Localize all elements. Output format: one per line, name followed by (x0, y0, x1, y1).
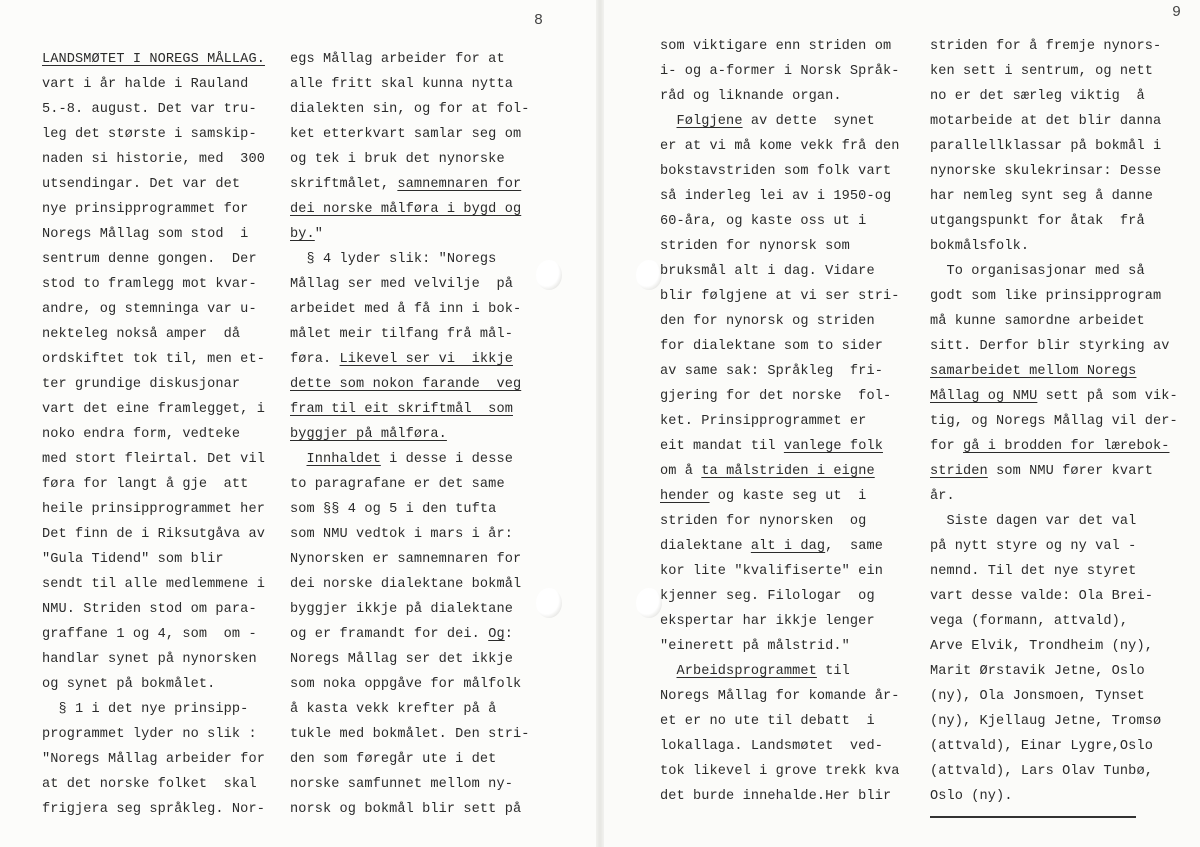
text-line (660, 584, 899, 609)
text-segment: " (314, 227, 324, 242)
underlined-text: striden (930, 464, 988, 479)
text-segment: for (930, 439, 964, 454)
underlined-text: samnemnaren for (397, 177, 522, 192)
text-segment: Nynorsken er samnemnaren for (290, 552, 522, 567)
text-line (930, 534, 1178, 559)
text-line (660, 684, 899, 709)
text-line (660, 509, 899, 534)
text-line (930, 34, 1178, 59)
text-segment (660, 664, 677, 679)
text-line (290, 272, 529, 297)
text-segment: utgangspunkt for åtak frå (930, 214, 1145, 229)
text-line (290, 747, 529, 772)
text-segment: tukle med bokmålet. Den stri- (290, 727, 530, 742)
text-line (290, 672, 529, 697)
text-segment: vart desse valde: Ola Brei- (930, 589, 1153, 604)
text-line (930, 159, 1178, 184)
text-segment: og tek i bruk det nynorske (290, 152, 505, 167)
text-segment: egs Mållag arbeider for at (290, 52, 505, 67)
text-line (290, 122, 529, 147)
text-segment: som viktigare enn striden om (660, 39, 892, 54)
text-segment: no er det særleg viktig å (930, 89, 1145, 104)
text-segment: er at vi må kome vekk frå den (660, 139, 900, 154)
text-line (930, 709, 1178, 734)
text-line (930, 434, 1178, 459)
text-segment: striden for nynorsk som (660, 239, 850, 254)
underlined-text: alt i dag (750, 539, 826, 554)
underlined-text: ta målstriden i eigne (701, 464, 875, 479)
text-line (42, 497, 265, 522)
text-segment: i- og a-former i Norsk Språk- (660, 64, 900, 79)
text-segment: kor lite "kvalifiserte" ein (660, 564, 883, 579)
text-line (660, 134, 899, 159)
text-column-3 (660, 34, 899, 809)
text-segment: eit mandat til (660, 439, 784, 454)
text-segment: nye prinsipprogrammet for (42, 202, 249, 217)
underlined-text: Likevel ser vi ikkje (339, 352, 513, 367)
text-line (290, 322, 529, 347)
text-line (660, 559, 899, 584)
text-segment: naden si historie, med 300 (42, 152, 265, 167)
text-line (290, 597, 529, 622)
text-segment: ket. Prinsipprogrammet er (660, 414, 867, 429)
text-segment: Det finn de i Riksutgåva av (42, 527, 265, 542)
text-line (930, 759, 1178, 784)
text-line (290, 572, 529, 597)
text-line (290, 497, 529, 522)
text-segment: gjering for det norske fol- (660, 389, 892, 404)
text-line (290, 72, 529, 97)
text-segment: lokallaga. Landsmøtet ved- (660, 739, 883, 754)
text-segment: nekteleg nokså amper då (42, 327, 241, 342)
text-line (42, 97, 265, 122)
text-line (930, 284, 1178, 309)
underlined-text: byggjer på målføra. (290, 427, 447, 442)
text-segment: tig, og Noregs Mållag vil der- (930, 414, 1178, 429)
text-segment: 60-åra, og kaste oss ut i (660, 214, 867, 229)
underlined-text: Mållag og NMU (930, 389, 1038, 404)
text-segment: (ny), Kjellaug Jetne, Tromsø (930, 714, 1162, 729)
text-line (42, 447, 265, 472)
text-segment: (attvald), Lars Olav Tunbø, (930, 764, 1153, 779)
text-line (930, 409, 1178, 434)
text-segment: parallellklassar på bokmål i (930, 139, 1162, 154)
text-segment: blir følgjene at vi ser stri- (660, 289, 900, 304)
text-line (42, 347, 265, 372)
text-line (930, 109, 1178, 134)
text-line (42, 122, 265, 147)
text-segment: motarbeide at det blir danna (930, 114, 1162, 129)
underlined-text: vanlege folk (783, 439, 883, 454)
text-line (42, 572, 265, 597)
text-segment: som NMU vedtok i mars i år: (290, 527, 513, 542)
text-segment: så inderleg lei av i 1950-og (660, 189, 892, 204)
text-segment: Mållag ser med velvilje på (290, 277, 513, 292)
text-segment: for dialektane som to sider (660, 339, 883, 354)
punch-hole (636, 260, 662, 290)
text-line (930, 234, 1178, 259)
text-line (660, 109, 899, 134)
underlined-text: Og (488, 627, 505, 642)
text-line (290, 147, 529, 172)
text-line (290, 697, 529, 722)
text-segment: ter grundige diskusjonar (42, 377, 241, 392)
text-segment: i desse i desse (380, 452, 513, 467)
text-line (290, 347, 529, 372)
text-line (42, 272, 265, 297)
text-segment: nynorske skulekrinsar: Desse (930, 164, 1162, 179)
text-segment: utsendingar. Det var det (42, 177, 241, 192)
text-segment: (attvald), Einar Lygre,Oslo (930, 739, 1153, 754)
text-line (290, 522, 529, 547)
text-segment: NMU. Striden stod om para- (42, 602, 257, 617)
underlined-text: Innhaldet (306, 452, 381, 467)
end-rule (930, 816, 1136, 818)
text-segment: : (504, 627, 513, 642)
text-segment: programmet lyder no slik : (42, 727, 257, 742)
text-line (930, 84, 1178, 109)
text-segment: , same (825, 539, 883, 554)
text-line (660, 309, 899, 334)
text-line (290, 222, 529, 247)
text-line (660, 159, 899, 184)
text-segment: nemnd. Til det nye styret (930, 564, 1137, 579)
text-segment: striden for å fremje nynors- (930, 39, 1162, 54)
text-line (660, 484, 899, 509)
text-line (660, 59, 899, 84)
text-line (660, 384, 899, 409)
text-line (42, 747, 265, 772)
text-segment: bokmålsfolk. (930, 239, 1030, 254)
text-segment: sett på som vik- (1037, 389, 1178, 404)
text-segment: 5.-8. august. Det var tru- (42, 102, 257, 117)
text-line (660, 784, 899, 809)
text-segment: til (816, 664, 850, 679)
text-segment: vart i år halde i Rauland (42, 77, 249, 92)
text-segment: skriftmålet, (290, 177, 398, 192)
text-line (290, 247, 529, 272)
text-segment: frigjera seg språkleg. Nor- (42, 802, 265, 817)
text-line (290, 722, 529, 747)
text-segment: godt som like prinsipprogram (930, 289, 1162, 304)
text-segment: på nytt styre og ny val - (930, 539, 1137, 554)
text-line (930, 509, 1178, 534)
text-segment: av same sak: Språkleg fri- (660, 364, 883, 379)
text-line (42, 297, 265, 322)
text-segment: vart det eine framlegget, i (42, 402, 265, 417)
text-segment: som noka oppgåve for målfolk (290, 677, 522, 692)
text-line (660, 209, 899, 234)
text-segment: § 4 lyder slik: "Noregs (290, 252, 497, 267)
text-segment: med stort fleirtal. Det vil (42, 452, 265, 467)
text-line (42, 222, 265, 247)
text-line (42, 397, 265, 422)
underlined-text: hender (660, 489, 710, 504)
page-number-right: 9 (1172, 4, 1182, 21)
text-segment: Oslo (ny). (930, 789, 1013, 804)
text-line (290, 422, 529, 447)
text-line (290, 447, 529, 472)
underlined-text: LANDSMØTET I NOREGS MÅLLAG. (42, 52, 265, 67)
text-segment: tok likevel i grove trekk kva (660, 764, 900, 779)
text-line (290, 197, 529, 222)
text-column-4 (930, 34, 1178, 809)
underlined-text: fram til eit skriftmål som (290, 402, 513, 417)
text-line (42, 772, 265, 797)
text-line (42, 322, 265, 347)
text-line (930, 784, 1178, 809)
text-line (660, 84, 899, 109)
text-segment: handlar synet på nynorsken (42, 652, 257, 667)
text-segment: og synet på bokmålet. (42, 677, 216, 692)
text-line (660, 659, 899, 684)
text-line (42, 172, 265, 197)
page-gutter (596, 0, 604, 847)
text-segment: striden for nynorsken og (660, 514, 867, 529)
text-line (290, 297, 529, 322)
text-segment: Noregs Mållag ser det ikkje (290, 652, 513, 667)
text-segment: ordskiftet tok til, men et- (42, 352, 265, 367)
text-line (660, 609, 899, 634)
text-segment: Arve Elvik, Trondheim (ny), (930, 639, 1153, 654)
text-segment: sentrum denne gongen. Der (42, 252, 257, 267)
text-segment: To organisasjonar med så (930, 264, 1145, 279)
text-line (930, 459, 1178, 484)
text-segment: heile prinsipprogrammet her (42, 502, 265, 517)
text-segment: Marit Ørstavik Jetne, Oslo (930, 664, 1145, 679)
text-line (290, 397, 529, 422)
text-segment: ket etterkvart samlar seg om (290, 127, 522, 142)
text-segment: vega (formann, attvald), (930, 614, 1129, 629)
text-line (42, 722, 265, 747)
text-segment: bruksmål alt i dag. Vidare (660, 264, 875, 279)
text-segment: at det norske folket skal (42, 777, 257, 792)
text-line (290, 547, 529, 572)
text-line (42, 647, 265, 672)
text-segment (660, 114, 677, 129)
text-segment: andre, og stemninga var u- (42, 302, 257, 317)
text-line (42, 672, 265, 697)
text-segment: den for nynorsk og striden (660, 314, 875, 329)
text-line (290, 622, 529, 647)
text-line (42, 597, 265, 622)
text-line (930, 59, 1178, 84)
page-number-left: 8 (534, 12, 544, 29)
text-line (660, 434, 899, 459)
underlined-text: Følgjene (676, 114, 743, 129)
text-line (290, 647, 529, 672)
text-line (930, 609, 1178, 634)
text-line (930, 359, 1178, 384)
text-segment: et er no ute til debatt i (660, 714, 875, 729)
text-segment: og er framandt for dei. (290, 627, 489, 642)
text-segment (290, 452, 307, 467)
underlined-text: dei norske målføra i bygd og (290, 202, 522, 217)
text-segment: to paragrafane er det same (290, 477, 505, 492)
text-line (930, 334, 1178, 359)
text-segment: dialektane (660, 539, 751, 554)
text-line (930, 384, 1178, 409)
text-line (930, 134, 1178, 159)
text-line (930, 659, 1178, 684)
text-segment: råd og liknande organ. (660, 89, 842, 104)
text-line (660, 184, 899, 209)
text-segment: år. (930, 489, 955, 504)
text-line (660, 34, 899, 59)
text-segment: byggjer ikkje på dialektane (290, 602, 513, 617)
underlined-text: Arbeidsprogrammet (676, 664, 817, 679)
text-segment: om å (660, 464, 702, 479)
text-line (930, 184, 1178, 209)
text-segment: å kasta vekk krefter på å (290, 702, 497, 717)
text-line (660, 759, 899, 784)
text-line (42, 72, 265, 97)
text-line (290, 772, 529, 797)
text-segment: den som føregår ute i det (290, 752, 497, 767)
text-segment: norsk og bokmål blir sett på (290, 802, 522, 817)
text-segment: bokstavstriden som folk vart (660, 164, 892, 179)
text-segment: dei norske dialektane bokmål (290, 577, 522, 592)
text-line (290, 372, 529, 397)
text-line (290, 47, 529, 72)
text-segment: føra for langt å gje att (42, 477, 249, 492)
text-line (42, 422, 265, 447)
text-segment: leg det største i samskip- (42, 127, 257, 142)
text-line (930, 684, 1178, 709)
text-column-1 (42, 47, 265, 822)
text-line (660, 634, 899, 659)
text-segment: ekspertar har ikkje lenger (660, 614, 875, 629)
text-segment: må kunne samordne arbeidet (930, 314, 1145, 329)
text-line (660, 709, 899, 734)
text-segment: som NMU fører kvart (987, 464, 1153, 479)
text-line (42, 147, 265, 172)
text-segment: norske samfunnet mellom ny- (290, 777, 513, 792)
text-line (930, 634, 1178, 659)
underlined-text: dette som nokon farande veg (290, 377, 522, 392)
underlined-text: by. (290, 227, 315, 242)
text-line (42, 797, 265, 822)
text-segment: "einerett på målstrid." (660, 639, 850, 654)
text-line (42, 372, 265, 397)
text-segment: av dette synet (742, 114, 875, 129)
text-segment: (ny), Ola Jonsmoen, Tynset (930, 689, 1145, 704)
text-line (42, 247, 265, 272)
text-line (660, 459, 899, 484)
text-line (660, 409, 899, 434)
text-line (930, 209, 1178, 234)
punch-hole (536, 260, 562, 290)
text-line (930, 734, 1178, 759)
underlined-text: gå i brodden for lærebok- (963, 439, 1170, 454)
text-segment: og kaste seg ut i (709, 489, 867, 504)
text-line (42, 47, 265, 72)
text-segment: stod to framlegg mot kvar- (42, 277, 257, 292)
text-line (660, 234, 899, 259)
text-segment: arbeidet med å få inn i bok- (290, 302, 522, 317)
text-line (660, 734, 899, 759)
underlined-text: samarbeidet mellom Noregs (930, 364, 1137, 379)
text-line (930, 584, 1178, 609)
text-line (290, 797, 529, 822)
text-line (42, 547, 265, 572)
text-segment: føra. (290, 352, 340, 367)
text-line (290, 472, 529, 497)
text-line (930, 484, 1178, 509)
text-line (42, 697, 265, 722)
text-line (660, 534, 899, 559)
text-line (930, 309, 1178, 334)
text-line (42, 472, 265, 497)
text-line (930, 259, 1178, 284)
text-segment: Siste dagen var det val (930, 514, 1137, 529)
text-segment: har nemleg synt seg å danne (930, 189, 1153, 204)
text-segment: sendt til alle medlemmene i (42, 577, 265, 592)
text-segment: Noregs Mållag for komande år- (660, 689, 900, 704)
text-segment: kjenner seg. Filologar og (660, 589, 875, 604)
punch-hole (536, 588, 562, 618)
text-segment: det burde innehalde.Her blir (660, 789, 892, 804)
text-column-2 (290, 47, 529, 822)
punch-hole (636, 588, 662, 618)
text-segment: noko endra form, vedteke (42, 427, 241, 442)
text-line (930, 559, 1178, 584)
text-segment: målet meir tilfang frå mål- (290, 327, 513, 342)
text-line (42, 197, 265, 222)
text-segment: "Gula Tidend" som blir (42, 552, 224, 567)
text-line (660, 359, 899, 384)
text-segment: sitt. Derfor blir styrking av (930, 339, 1170, 354)
text-segment: "Noregs Mållag arbeider for (42, 752, 265, 767)
text-line (42, 622, 265, 647)
text-line (290, 172, 529, 197)
text-line (660, 259, 899, 284)
text-segment: Noregs Mållag som stod i (42, 227, 249, 242)
text-segment: graffane 1 og 4, som om - (42, 627, 257, 642)
text-segment: alle fritt skal kunna nytta (290, 77, 513, 92)
text-line (42, 522, 265, 547)
text-segment: som §§ 4 og 5 i den tufta (290, 502, 497, 517)
text-segment: ken sett i sentrum, og nett (930, 64, 1153, 79)
text-line (660, 284, 899, 309)
text-segment: § 1 i det nye prinsipp- (42, 702, 249, 717)
text-line (290, 97, 529, 122)
text-segment: dialekten sin, og for at fol- (290, 102, 530, 117)
text-line (660, 334, 899, 359)
